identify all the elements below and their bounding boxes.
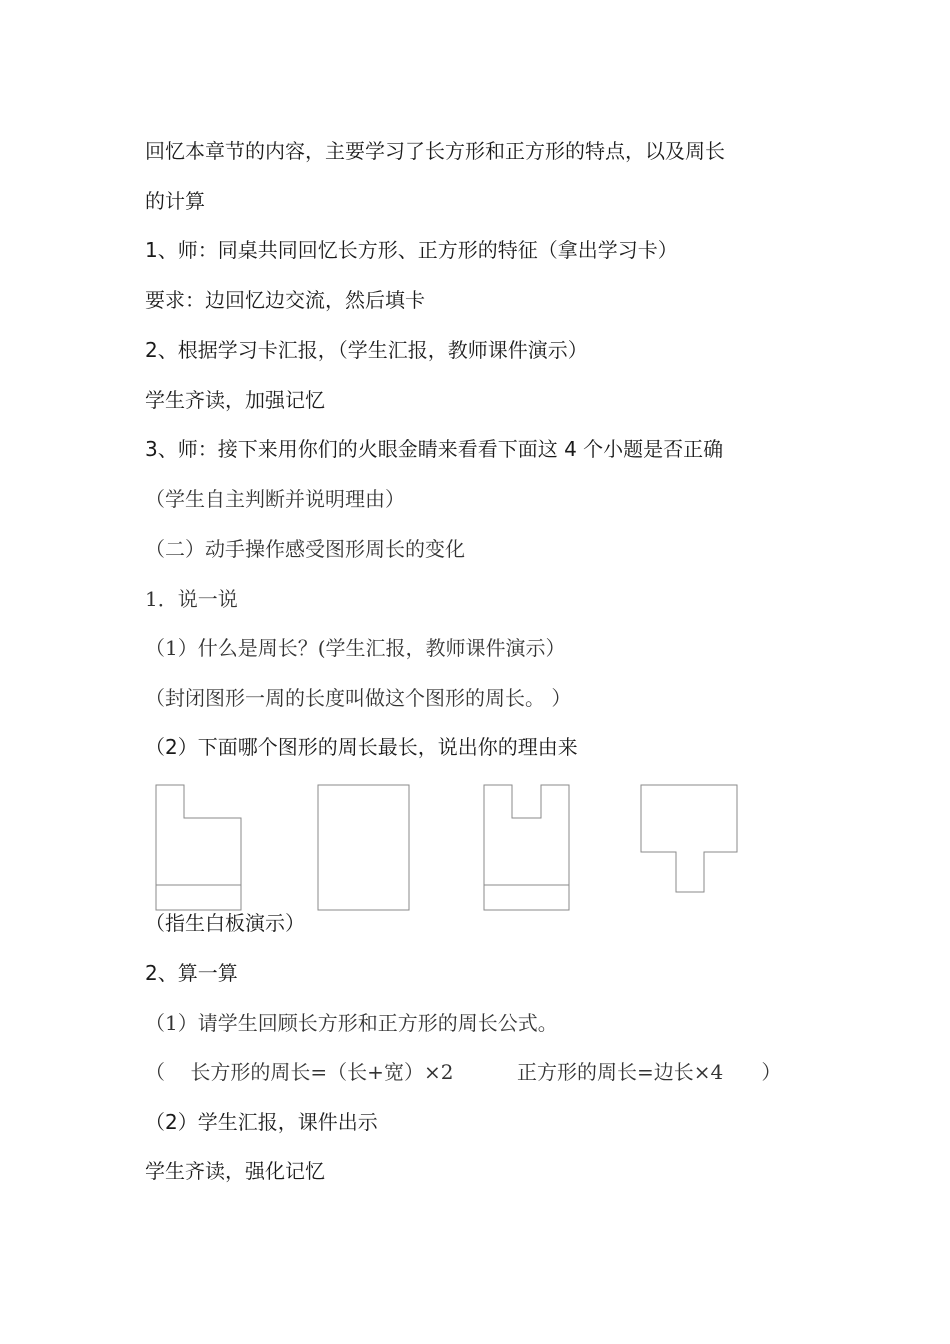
- step-3-teacher: 3、师：接下来用你们的火眼金睛来看看下面这 4 个小题是否正确: [145, 437, 724, 461]
- step-2-read: 学生齐读，加强记忆: [145, 388, 325, 412]
- step-3-note: （学生自主判断并说明理由）: [145, 487, 405, 511]
- paragraph-intro-line2: 的计算: [145, 189, 205, 213]
- figure-1-shape: [156, 785, 241, 910]
- figure-2-rectangle: [318, 785, 409, 910]
- student-report: （2）学生汇报，课件出示: [145, 1110, 378, 1134]
- paragraph-intro-line1: 回忆本章节的内容，主要学习了长方形和正方形的特点，以及周长: [145, 139, 725, 163]
- formula-line: （ 长方形的周长=（长+宽）×2 正方形的周长=边长×4 ）: [145, 1060, 782, 1084]
- section-2-heading: （二）动手操作感受图形周长的变化: [145, 537, 465, 561]
- question-1: （1）什么是周长？(学生汇报，教师课件演示）: [145, 636, 566, 660]
- question-2: （2）下面哪个图形的周长最长，说出你的理由来: [145, 735, 578, 759]
- answer-1: （封闭图形一周的长度叫做这个图形的周长。 ）: [145, 686, 572, 710]
- subsection-1-heading: 1．说一说: [145, 587, 238, 611]
- step-2-report: 2、根据学习卡汇报，（学生汇报，教师课件演示）: [145, 338, 588, 362]
- figure-3-notched-shape: [484, 785, 569, 910]
- step-1-requirement: 要求：边回忆边交流，然后填卡: [145, 288, 425, 312]
- subsection-2-heading: 2、算一算: [145, 961, 238, 985]
- whiteboard-demo-note: （指生白板演示）: [145, 911, 305, 935]
- figure-4-tab-shape: [641, 785, 737, 892]
- formula-question: （1）请学生回顾长方形和正方形的周长公式。: [145, 1011, 558, 1035]
- student-read-aloud: 学生齐读，强化记忆: [145, 1159, 325, 1183]
- step-1-teacher: 1、师：同桌共同回忆长方形、正方形的特征（拿出学习卡）: [145, 238, 678, 262]
